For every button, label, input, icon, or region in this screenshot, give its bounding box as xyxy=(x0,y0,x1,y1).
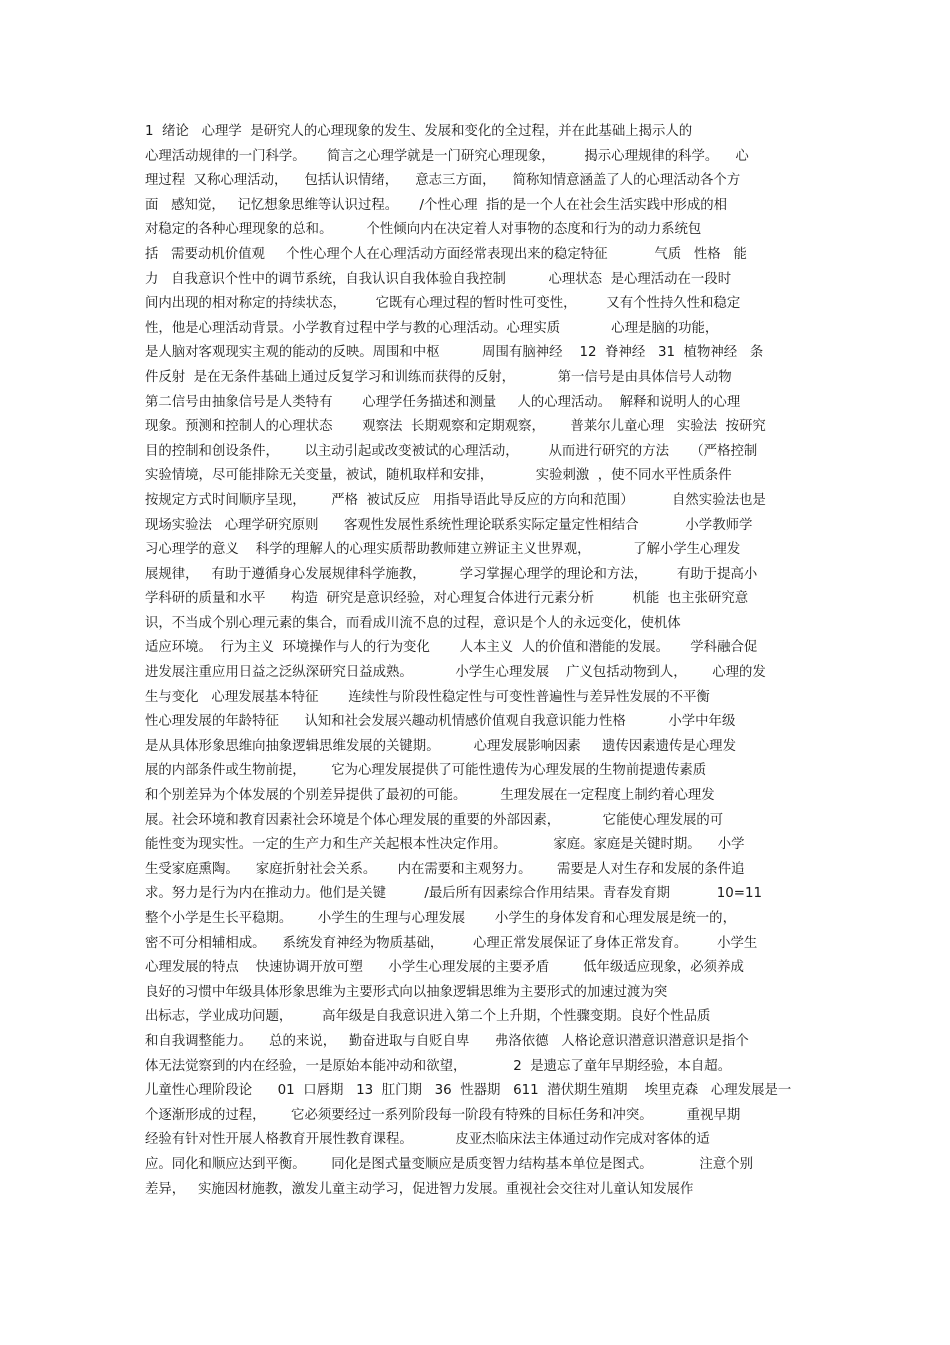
text-line: 是人脑对客观现实主观的能动的反映。周围和中枢 周围有脑神经 12 脊神经 31 植物神经 条 xyxy=(145,345,764,361)
text-line: 按规定方式时间顺序呈现， 严格 被试反应 用指导语此导反应的方向和范围） 自然实验法也是 xyxy=(145,492,766,508)
text-line: 生受家庭熏陶。 家庭折射社会关系。 内在需要和主观努力。 需要是人对生存和发展的条件追 xyxy=(145,861,745,877)
text-line: 和自我调整能力。 总的来说， 勤奋进取与自贬自卑 弗洛依德 人格论意识潜意识潜意识是指个 xyxy=(145,1033,749,1049)
text-line: 力 自我意识个性中的调节系统，自我认识自我体验自我控制 心理状态 是心理活动在一段时 xyxy=(145,271,732,287)
text-line: 对稳定的各种心理现象的总和。 个性倾向内在决定着人对事物的态度和行为的动力系统包 xyxy=(145,222,702,238)
text-line: 儿童性心理阶段论 01 口唇期 13 肛门期 36 性器期 611 潜伏期生殖期 埃里克森 心理发展是一 xyxy=(145,1083,792,1099)
text-line: 实验情境，尽可能排除无关变量，被试，随机取样和安排， 实验刺激 ，使不同水平性质条件 xyxy=(145,468,732,484)
text-line: 识，不当成个别心理元素的集合，而看成川流不息的过程，意识是个人的永远变化，使机体 xyxy=(145,615,681,631)
text-line: 能性变为现实性。一定的生产力和生产关起根本性决定作用。 家庭。家庭是关键时期。 小学 xyxy=(145,837,745,853)
text-line: 间内出现的相对称定的持续状态， 它既有心理过程的暂时性可变性， 又有个性持久性和稳定 xyxy=(145,296,741,312)
text-line: 应。同化和顺应达到平衡。 同化是图式量变顺应是质变智力结构基本单位是图式。 注意个别 xyxy=(145,1156,753,1172)
text-line: 良好的习惯中年级具体形象思维为主要形式向以抽象逻辑思维为主要形式的加速过渡为突 xyxy=(145,984,668,1000)
text-line: 理过程 又称心理活动， 包括认识情绪， 意志三方面， 简称知情意涵盖了人的心理活动各个方 xyxy=(145,173,741,189)
text-line: 面 感知觉， 记忆想象思维等认识过程。 /个性心理 指的是一个人在社会生活实践中形成的相 xyxy=(145,197,728,213)
text-line: 现象。预测和控制人的心理状态 观察法 长期观察和定期观察， 普莱尔儿童心理 实验法 按研究 xyxy=(145,419,766,435)
text-line: 性，他是心理活动背景。小学教育过程中学与教的心理活动。心理实质 心理是脑的功能， xyxy=(145,320,719,336)
text-line: 和个别差异为个体发展的个别差异提供了最初的可能。 生理发展在一定程度上制约着心理发 xyxy=(145,788,715,804)
text-line: 求。努力是行为内在推动力。他们是关键 /最后所有因素综合作用结果。青春发育期 10=11 xyxy=(145,886,762,902)
text-line: 展的内部条件或生物前提， 它为心理发展提供了可能性遗传为心理发展的生物前提遗传素质 xyxy=(145,763,707,779)
text-line: 整个小学是生长平稳期。 小学生的生理与心理发展 小学生的身体发育和心理发展是统一的， xyxy=(145,911,736,926)
text-line: 展规律， 有助于遵循身心发展规律科学施教， 学习掌握心理学的理论和方法， 有助于提高小 xyxy=(145,566,758,582)
text-line: 件反射 是在无条件基础上通过反复学习和训练而获得的反射， 第一信号是由具体信号人动物 xyxy=(145,369,732,385)
text-line: 体无法觉察到的内在经验，一是原始本能冲动和欲望， 2 是遗忘了童年早期经验，本自超。 xyxy=(145,1058,732,1074)
text-line: 括 需要动机价值观 个性心理个人在心理活动方面经常表现出来的稳定特征 气质 性格 能 xyxy=(145,246,747,262)
text-line: 经验有针对性开展人格教育开展性教育课程。 皮亚杰临床法主体通过动作完成对客体的适 xyxy=(145,1132,710,1148)
text-line: 心理活动规律的一门科学。 简言之心理学就是一门研究心理现象， 揭示心理规律的科学。 心 xyxy=(145,148,749,164)
text-line: 出标志，学业成功问题， 高年级是自我意识进入第二个上升期，个性骤变期。良好个性品质 xyxy=(145,1009,711,1025)
text-line: 心理发展的特点 快速协调开放可塑 小学生心理发展的主要矛盾 低年级适应现象，必须养成 xyxy=(145,960,744,976)
text-line: 学科研的质量和水平 构造 研究是意识经验，对心理复合体进行元素分析 机能 也主张研究意 xyxy=(145,591,749,607)
text-line: 性心理发展的年龄特征 认知和社会发展兴趣动机情感价值观自我意识能力性格 小学中年级 xyxy=(145,714,736,730)
text-line: 适应环境。 行为主义 环境操作与人的行为变化 人本主义 人的价值和潜能的发展。 学科融合促 xyxy=(145,640,758,656)
text-line: 是从具体形象思维向抽象逻辑思维发展的关键期。 心理发展影响因素 遗传因素遗传是心理发 xyxy=(145,738,736,754)
text-line: 现场实验法 心理学研究原则 客观性发展性系统性理论联系实际定量定性相结合 小学教师学 xyxy=(145,517,753,533)
text-line: 密不可分相辅相成。 系统发育神经为物质基础， 心理正常发展保证了身体正常发育。 小学生 xyxy=(145,935,758,951)
text-line: 习心理学的意义 科学的理解人的心理实质帮助教师建立辨证主义世界观， 了解小学生心理发 xyxy=(145,542,741,558)
text-line: 差异， 实施因材施教，激发儿童主动学习，促进智力发展。重视社会交往对儿童认知发展作 xyxy=(145,1181,694,1197)
text-line: 个逐渐形成的过程， 它必须要经过一系列阶段每一阶段有特殊的目标任务和冲突。 重视早期 xyxy=(145,1107,741,1123)
text-line: 1 绪论 心理学 是研究人的心理现象的发生、发展和变化的全过程，并在此基础上揭示人的 xyxy=(145,124,693,139)
text-line: 生与变化 心理发展基本特征 连续性与阶段性稳定性与可变性普遍性与差异性发展的不平衡 xyxy=(145,689,710,705)
text-line: 目的控制和创设条件， 以主动引起或改变被试的心理活动， 从而进行研究的方法 （严格控制 xyxy=(145,443,758,459)
text-line: 第二信号由抽象信号是人类特有 心理学任务描述和测量 人的心理活动。 解释和说明人的心理 xyxy=(145,394,741,410)
text-line: 进发展注重应用日益之泛纵深研究日益成熟。 小学生心理发展 广义包括动物到人， 心理的发 xyxy=(145,665,766,681)
text-line: 展。社会环境和教育因素社会环境是个体心理发展的重要的外部因素， 它能使心理发展的可 xyxy=(145,812,724,828)
body-text xyxy=(145,120,810,1202)
